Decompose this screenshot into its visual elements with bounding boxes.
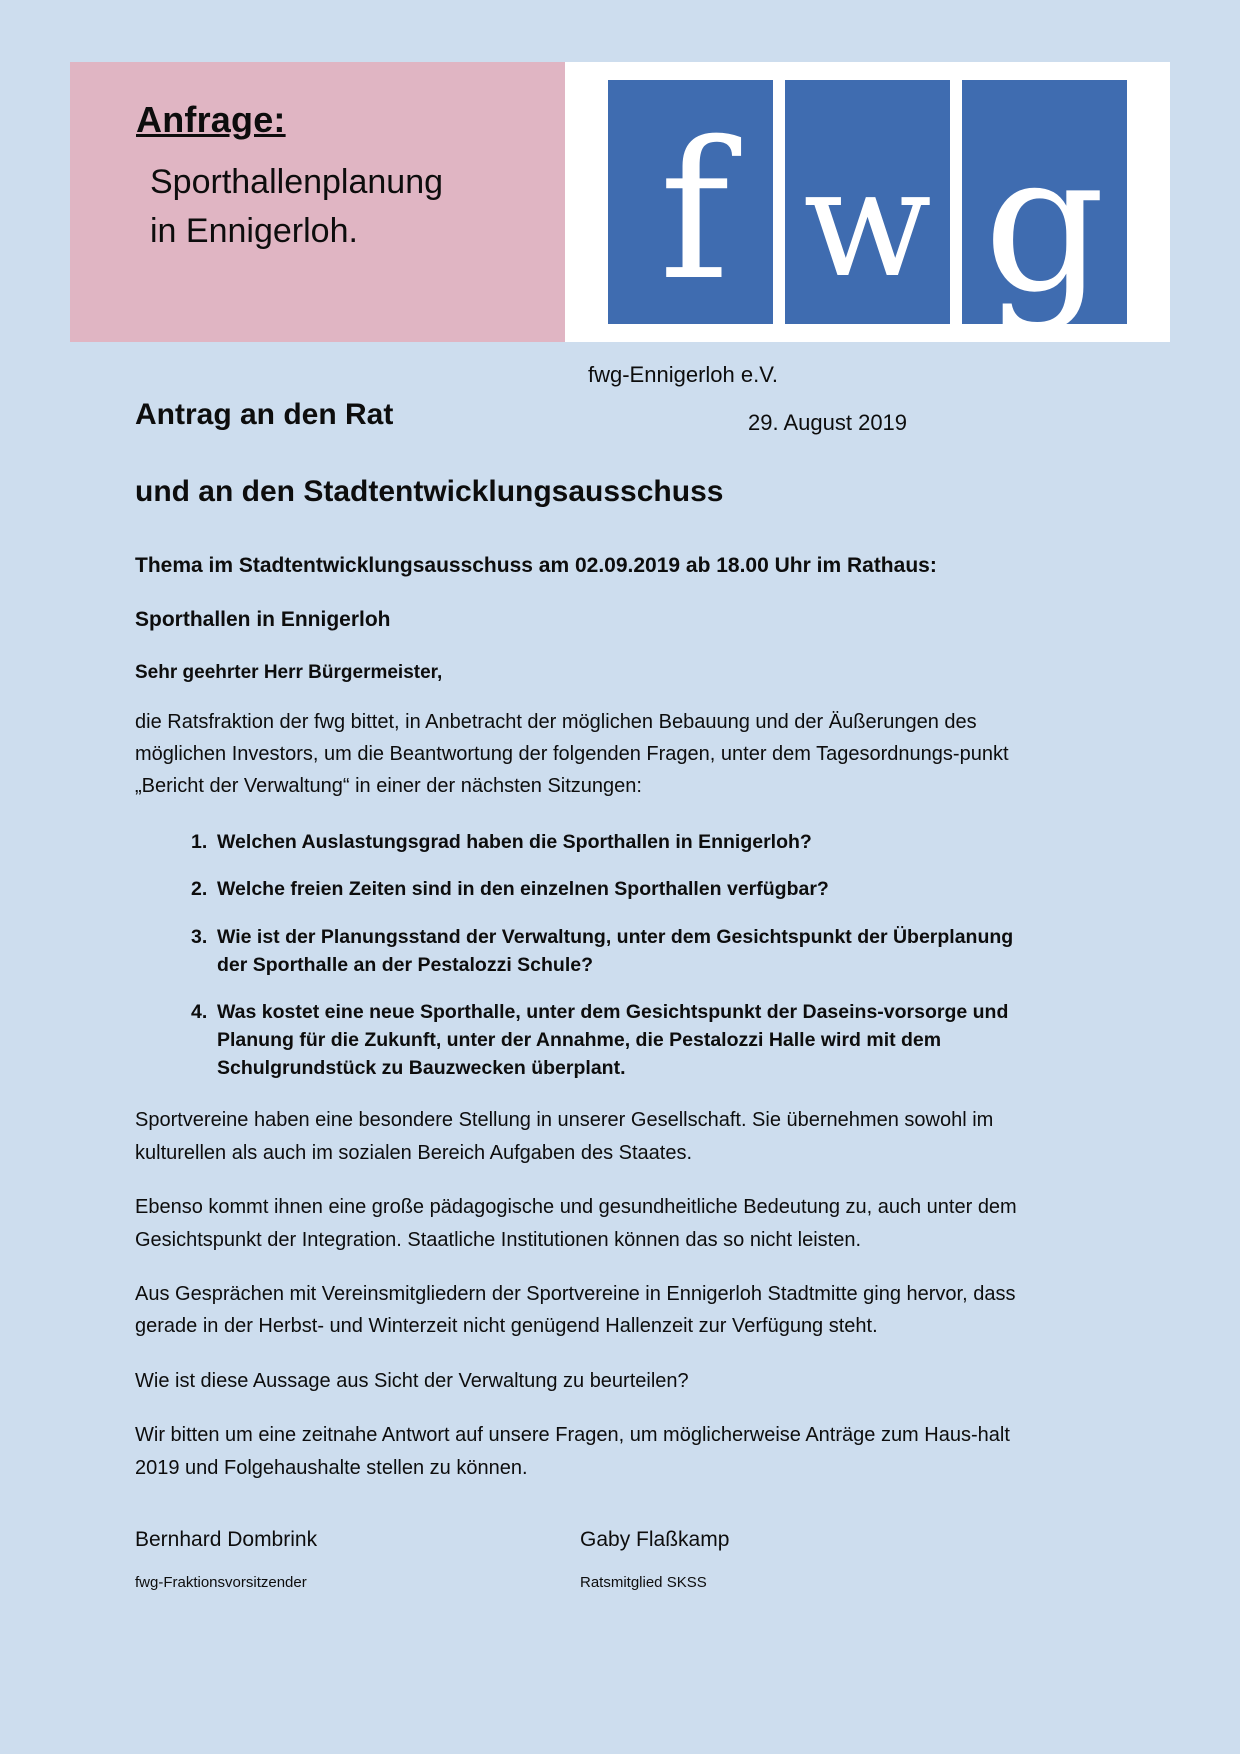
intro-paragraph: die Ratsfraktion der fwg bittet, in Anbetracht der möglichen Bebauung und der Äußerungen des möglichen Investors, um die Beantwortung der folgenden Fragen, unter dem Tagesordnungs-punkt „Bericht der Verwaltung“ in einer der nächsten Sitzungen: [135,710,1009,798]
body-paragraph-2: Ebenso kommt ihnen eine große pädagogische und gesundheitliche Bedeutung zu, auch unter dem Gesichtspunkt der Integration. Staatliche Institutionen können das so nicht leisten. [135,1196,1017,1251]
list-item [191,876,1025,904]
question-number: 2. [191,878,208,901]
body-paragraph-4: Wie ist diese Aussage aus Sicht der Verwaltung zu beurteilen? [135,1369,689,1392]
list-item [191,999,1025,1082]
body-paragraph-5: Wir bitten um eine zeitnahe Antwort auf unsere Fragen, um möglicherweise Anträge zum Haus-halt 2019 und Folgehaushalte stellen zu können. [135,1424,1010,1479]
salutation: Sehr geehrter Herr Bürgermeister, [135,661,443,683]
signature-role: Ratsmitglied SKSS [580,1574,707,1591]
title-kicker: Anfrage: [136,99,286,140]
signature-name: Bernhard Dombrink [135,1528,318,1551]
signature-row [135,1528,1025,1591]
body-paragraph-3: Aus Gesprächen mit Vereinsmitgliedern der Sportvereine in Ennigerloh Stadtmitte ging hervor, dass gerade in der Herbst- und Winterzeit nicht genügend Hallenzeit zur Verfügung steht. [135,1283,1016,1338]
question-text: Welchen Auslastungsgrad haben die Sporthallen in Ennigerloh? [217,830,812,853]
logo-tile-g [962,80,1127,334]
signature-name: Gaby Flaßkamp [580,1528,730,1551]
logo-letter-w: w [803,137,932,311]
organization-name: fwg-Ennigerloh e.V. [588,362,778,387]
title-line-1: Sporthallenplanung [150,162,444,201]
document-heading-line-2: und an den Stadtentwicklungsausschuss [135,475,724,508]
signature-block-1 [135,1528,580,1591]
title-line-2: in Ennigerloh. [150,211,358,250]
logo-tile-w [785,80,950,324]
question-number: 3. [191,926,208,949]
list-item [191,924,1025,979]
subject-line-2: Sporthallen in Ennigerloh [135,607,391,631]
logo-letter-g: g [983,113,1106,334]
signature-role: fwg-Fraktionsvorsitzender [135,1574,307,1591]
question-number: 4. [191,1001,208,1024]
title-box [70,62,565,342]
document-date: 29. August 2019 [748,410,908,435]
question-text: Welche freien Zeiten sind in den einzelnen Sporthallen verfügbar? [217,878,829,901]
document-body [135,398,1025,1591]
body-paragraph-1: Sportvereine haben eine besondere Stellung in unserer Gesellschaft. Sie übernehmen sowohl im kulturellen als auch im sozialen Bereich Aufgaben des Staates. [135,1109,994,1164]
questions-list [135,829,1025,1083]
logo-letter-f: f [659,101,730,322]
question-text: Wie ist der Planungsstand der Verwaltung, unter dem Gesichtspunkt der Überplanung der Sporthalle an der Pestalozzi Schule? [217,926,1014,976]
logo-tile-f [608,80,773,324]
question-number: 1. [191,830,208,853]
question-text: Was kostet eine neue Sporthalle, unter dem Gesichtspunkt der Daseins-vorsorge und Planung für die Zukunft, unter der Annahme, die Pestalozzi Halle wird mit dem Schulgrundstück zu Bauzwecken überplant. [217,1001,1009,1079]
document-heading-line-1: Antrag an den Rat [135,398,394,431]
fwg-logo [565,62,1170,342]
list-item [191,829,1025,857]
subject-line: Thema im Stadtentwicklungsausschuss am 02.09.2019 ab 18.00 Uhr im Rathaus: [135,554,937,577]
signature-block-2 [580,1528,1025,1591]
document-header [70,62,1170,342]
